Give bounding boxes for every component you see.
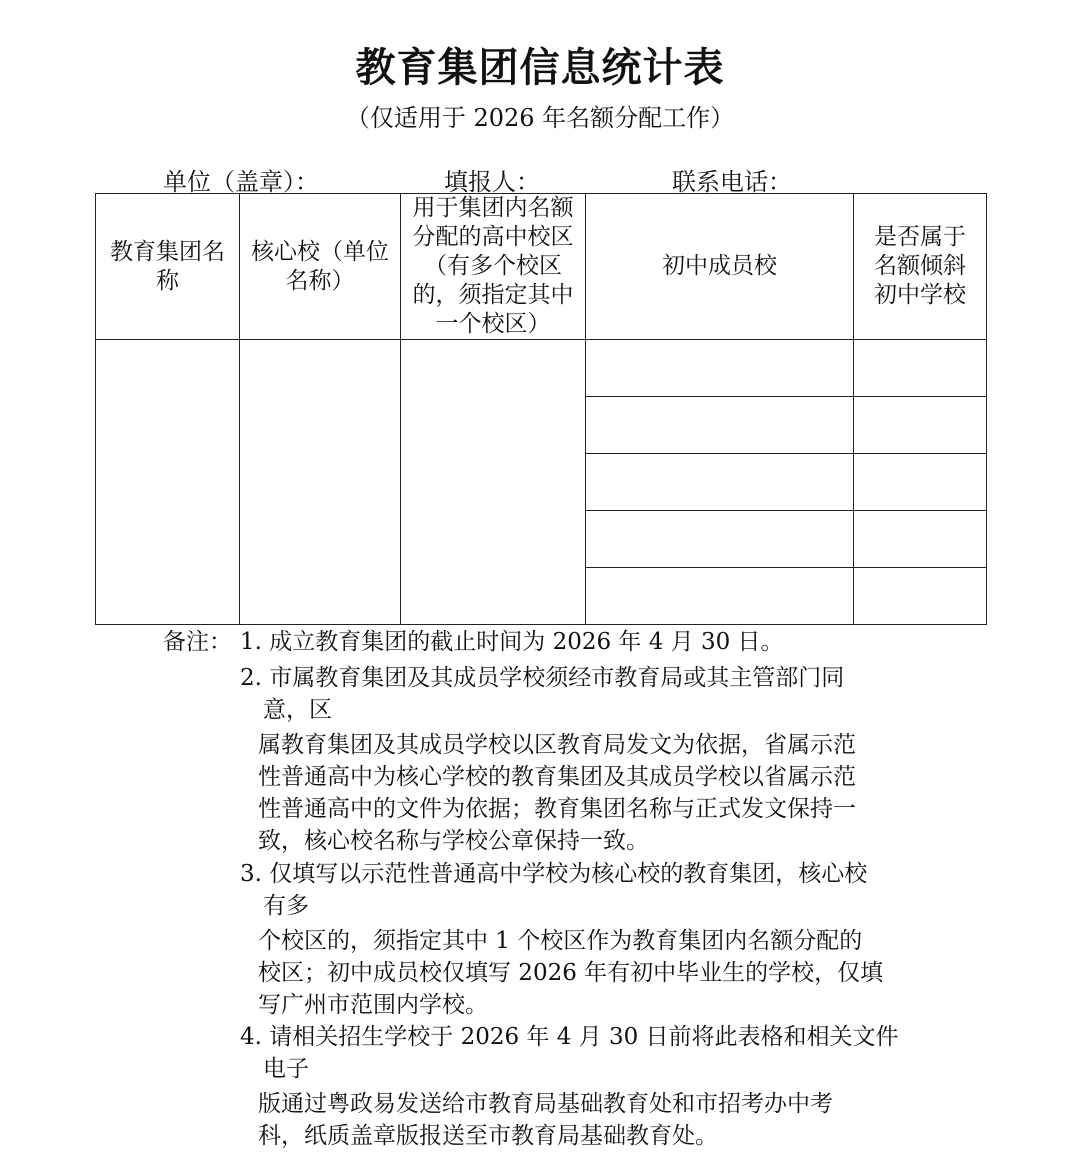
header-quota-tilt-school: 是否属于名额倾斜初中学校 <box>854 194 987 340</box>
core-school-cell[interactable] <box>240 340 401 625</box>
header-high-school-campus: 用于集团内名额分配的高中校区（有多个校区的，须指定其中一个校区） <box>401 194 586 340</box>
note-line: 3. 仅填写以示范性普通高中学校为核心校的教育集团，核心校 <box>240 861 868 887</box>
page-title: 教育集团信息统计表 <box>355 45 725 91</box>
statistics-table <box>95 193 987 625</box>
quota-tilt-cell[interactable] <box>854 340 987 397</box>
note-line: 性普通高中为核心学校的教育集团及其成员学校以省属示范 <box>258 764 856 790</box>
header-core-school: 核心校（单位名称） <box>240 194 401 340</box>
note-line: 2. 市属教育集团及其成员学校须经市教育局或其主管部门同 <box>240 665 845 691</box>
member-school-cell[interactable] <box>586 454 854 511</box>
quota-tilt-cell[interactable] <box>854 568 987 625</box>
header-group-name: 教育集团名称 <box>96 194 240 340</box>
phone-label: 联系电话： <box>672 168 792 196</box>
note-line: 1. 成立教育集团的截止时间为 2026 年 4 月 30 日。 <box>240 629 784 655</box>
quota-tilt-cell[interactable] <box>854 511 987 568</box>
note-line: 性普通高中的文件为依据；教育集团名称与正式发文保持一 <box>258 796 856 822</box>
note-line: 版通过粤政易发送给市教育局基础教育处和市招考办中考 <box>258 1091 833 1117</box>
note-line: 写广州市范围内学校。 <box>258 992 488 1018</box>
member-school-cell[interactable] <box>586 568 854 625</box>
note-line: 属教育集团及其成员学校以区教育局发文为依据，省属示范 <box>258 732 856 758</box>
member-school-cell[interactable] <box>586 397 854 454</box>
note-line: 电子 <box>263 1056 309 1082</box>
quota-tilt-cell[interactable] <box>854 397 987 454</box>
quota-tilt-cell[interactable] <box>854 454 987 511</box>
high-school-campus-cell[interactable] <box>401 340 586 625</box>
member-school-cell[interactable] <box>586 340 854 397</box>
note-line: 意，区 <box>263 697 332 723</box>
header-member-middle-schools: 初中成员校 <box>586 194 854 340</box>
note-line: 个校区的，须指定其中 1 个校区作为教育集团内名额分配的 <box>258 928 863 954</box>
note-line: 致，核心校名称与学校公章保持一致。 <box>258 828 649 854</box>
notes-label: 备注： <box>163 629 232 655</box>
table-row <box>96 340 987 397</box>
reporter-label: 填报人： <box>444 168 540 196</box>
group-name-cell[interactable] <box>96 340 240 625</box>
note-line: 科，纸质盖章版报送至市教育局基础教育处。 <box>258 1123 718 1149</box>
note-line: 有多 <box>263 893 309 919</box>
unit-stamp-label: 单位（盖章）： <box>163 168 319 196</box>
member-school-cell[interactable] <box>586 511 854 568</box>
page-subtitle: （仅适用于 2026 年名额分配工作） <box>345 104 735 132</box>
table-header-row <box>96 194 987 340</box>
note-line: 校区；初中成员校仅填写 2026 年有初中毕业生的学校，仅填 <box>258 960 884 986</box>
note-line: 4. 请相关招生学校于 2026 年 4 月 30 日前将此表格和相关文件 <box>240 1024 899 1050</box>
